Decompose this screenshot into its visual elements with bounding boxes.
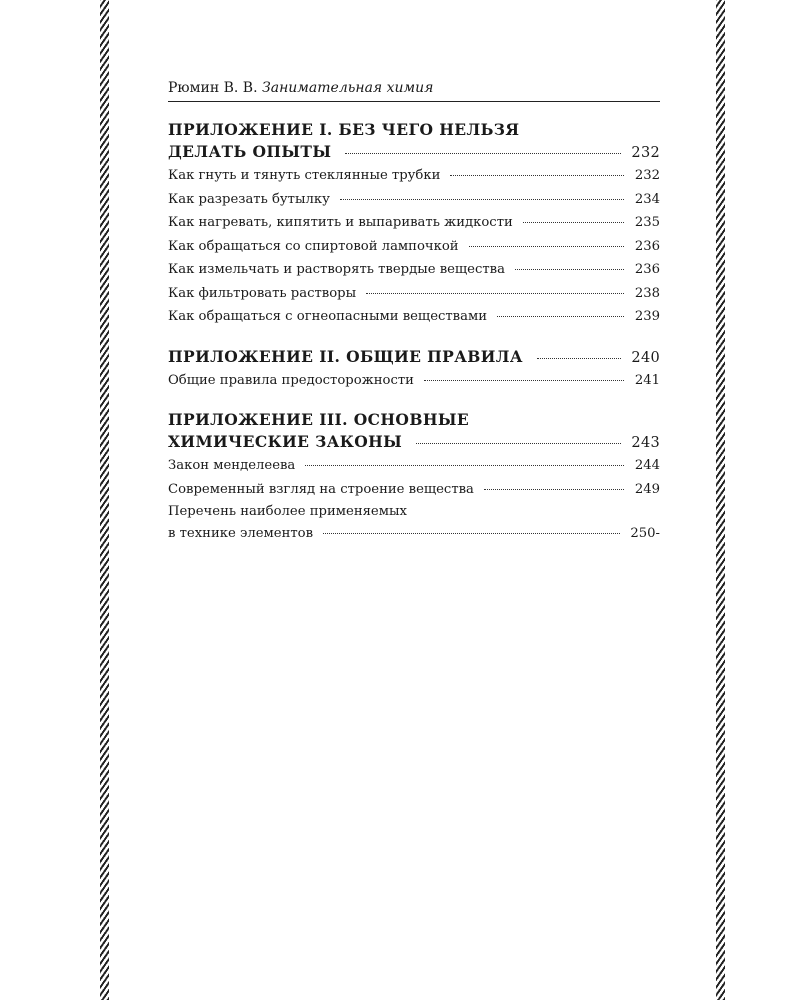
page-number: 232 [631,145,660,161]
toc-entry [168,282,660,306]
dot-leader [497,316,624,317]
toc-entry-text: Перечень наиболее применяемых [168,504,407,519]
toc-entry [168,211,660,235]
toc-entry-text: Как измельчать и растворять твердые вещества [168,262,505,277]
section-heading [168,119,660,141]
toc-entry [168,501,660,523]
page-number: 249 [634,481,660,497]
page-number: 241 [634,372,660,388]
section-heading-text: ПРИЛОЖЕНИЕ I. БЕЗ ЧЕГО НЕЛЬЗЯ [168,120,520,139]
toc-entry-text: в технике элементов [168,526,314,541]
section-heading [168,346,660,369]
toc-entry-text: Как обращаться со спиртовой лампочкой [168,238,459,254]
toc-entry-text: Как разрезать бутылку [168,191,330,207]
page-number: 239 [634,309,660,324]
section-heading-text: ДЕЛАТЬ ОПЫТЫ [168,142,332,161]
toc-entry-text: Как нагревать, кипятить и выпаривать жидкости [168,215,513,230]
toc-entry-text: Общие правила предосторожности [168,372,414,388]
toc-entry [168,454,660,478]
toc-entry-text: Закон менделеева [168,458,296,473]
page-edge-left [100,0,109,1000]
dot-leader [323,533,620,534]
toc-entry [168,523,660,545]
toc-section-2 [168,346,660,393]
dot-leader [345,153,621,154]
page-number: 235 [634,215,660,230]
toc-entry-text: Как фильтровать растворы [168,285,357,301]
toc-entry [168,478,660,502]
toc-entry [168,188,660,212]
dot-leader [366,293,624,294]
dot-leader [469,246,624,247]
running-head [168,78,660,102]
dot-leader [537,358,621,359]
dot-leader [484,489,624,490]
page-edge-right [716,0,725,1000]
section-heading-text: ХИМИЧЕСКИЕ ЗАКОНЫ [168,432,403,451]
dot-leader [305,465,624,466]
page-number: 244 [634,458,660,473]
section-heading-text: ПРИЛОЖЕНИЕ III. ОСНОВНЫЕ [168,410,470,429]
toc-entry [168,369,660,393]
dot-leader [424,380,624,381]
page-number: 243 [631,435,660,451]
toc-section-3 [168,409,660,545]
toc-entry-text: Как обращаться с огнеопасными веществами [168,309,488,324]
toc-entry [168,235,660,259]
page-number: 232 [634,168,660,183]
toc-entry [168,305,660,329]
page-number: 250- [630,526,660,541]
section-heading-text: ПРИЛОЖЕНИЕ II. ОБЩИЕ ПРАВИЛА [168,346,523,366]
page-number: 234 [634,191,660,207]
dot-leader [523,222,624,223]
page-number: 236 [634,238,660,254]
dot-leader [515,269,624,270]
toc-entry-text: Современный взгляд на строение вещества [168,481,474,497]
toc-entry [168,164,660,188]
dot-leader [416,443,621,444]
page-number: 240 [631,349,660,366]
book-page [168,78,660,545]
running-head-title: Занимательная химия [262,80,434,96]
dot-leader [340,199,624,200]
toc-entry-text: Как гнуть и тянуть стеклянные трубки [168,168,441,183]
section-heading [168,409,660,431]
section-heading [168,431,660,454]
page-number: 236 [634,262,660,277]
page-number: 238 [634,285,660,301]
running-head-author: Рюмин В. В. [168,80,258,96]
toc-section-1 [168,119,660,329]
section-heading [168,141,660,164]
dot-leader [450,175,624,176]
toc-entry [168,258,660,282]
